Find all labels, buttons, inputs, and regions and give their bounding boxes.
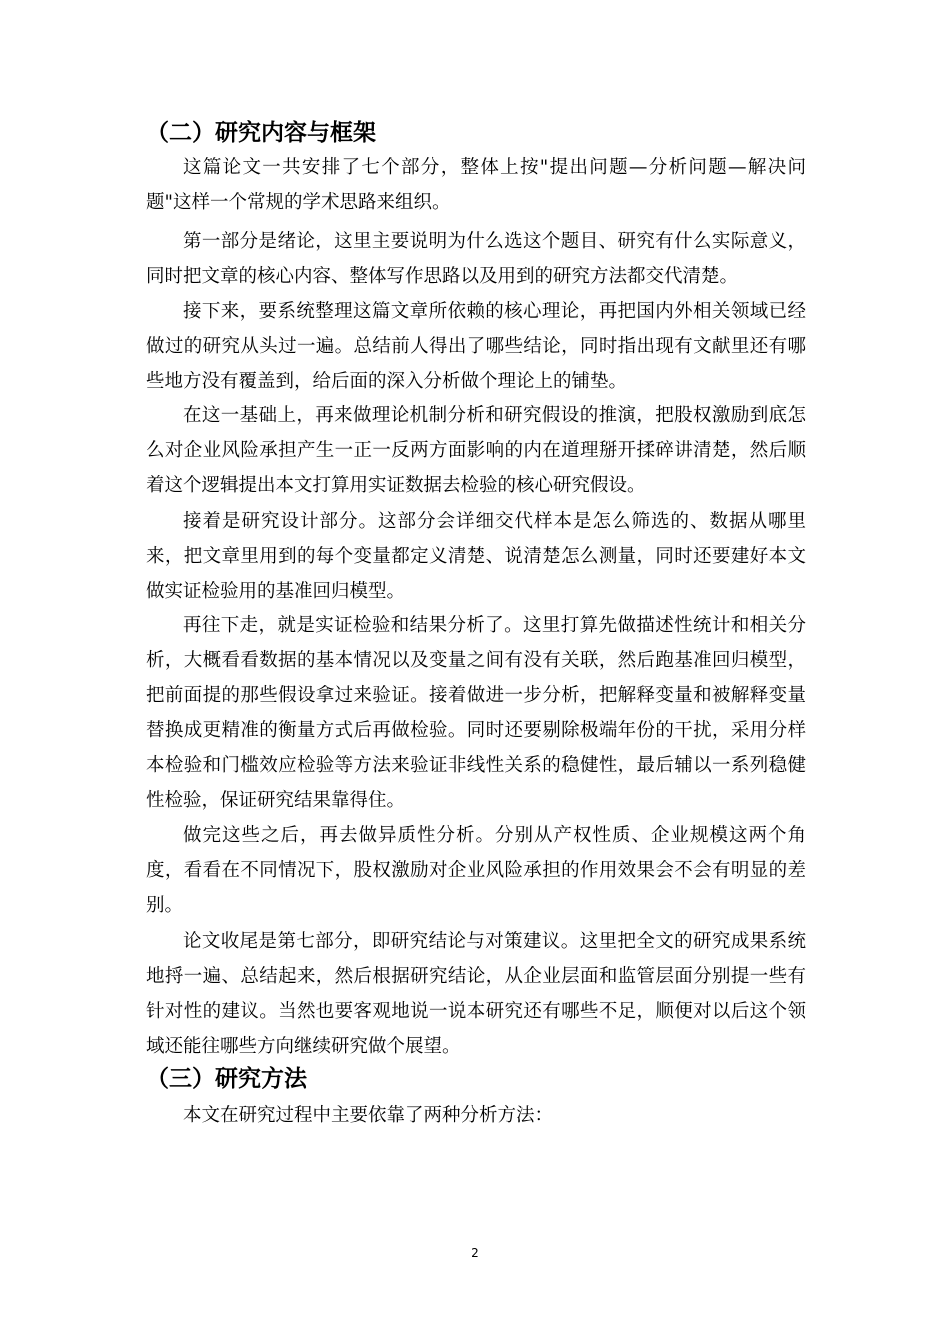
page-number: 2 bbox=[471, 1246, 479, 1260]
paragraph-hypothesis: 在这一基础上，再来做理论机制分析和研究假设的推演，把股权激励到底怎么对企业风险承担产生一正一反两方面影响的内在道理掰开揉碎讲清楚，然后顺着这个逻辑提出本文打算用实证数据去检验的核心研究假设。 bbox=[146, 405, 806, 496]
paragraph-empirical-analysis: 再往下走，就是实证检验和结果分析了。这里打算先做描述性统计和相关分析，大概看看数据的基本情况以及变量之间有没有关联，然后跑基准回归模型，把前面提的那些假设拿过来验证。接着做进一步分析，把解释变量和被解释变量替换成更精准的衡量方式后再做检验。同时还要剔除极端年份的干扰，采用分样本检验和门槛效应检验等方法来验证非线性关系的稳健性，最后辅以一系列稳健性检验，保证研究结果靠得住。 bbox=[146, 615, 806, 811]
paragraph-conclusion: 论文收尾是第七部分，即研究结论与对策建议。这里把全文的研究成果系统地捋一遍、总结起来，然后根据研究结论，从企业层面和监管层面分别提一些有针对性的建议。当然也要客观地说一说本研究还有哪些不足，顺便对以后这个领域还能往哪些方向继续研究做个展望。 bbox=[146, 931, 806, 1057]
paragraph-theory-review: 接下来，要系统整理这篇文章所依赖的核心理论，再把国内外相关领域已经做过的研究从头过一遍。总结前人得出了哪些结论，同时指出现有文献里还有哪些地方没有覆盖到，给后面的深入分析做个理论上的铺垫。 bbox=[146, 301, 806, 392]
paragraph-research-design: 接着是研究设计部分。这部分会详细交代样本是怎么筛选的、数据从哪里来，把文章里用到的每个变量都定义清楚、说清楚怎么测量，同时还要建好本文做实证检验用的基准回归模型。 bbox=[146, 511, 806, 602]
paragraph-methods-intro: 本文在研究过程中主要依靠了两种分析方法： bbox=[183, 1105, 554, 1126]
paragraph-heterogeneity: 做完这些之后，再去做异质性分析。分别从产权性质、企业规模这两个角度，看看在不同情况下，股权激励对企业风险承担的作用效果会不会有明显的差别。 bbox=[146, 825, 806, 916]
paragraph-overview: 这篇论文一共安排了七个部分，整体上按"提出问题—分析问题—解决问题"这样一个常规的学术思路来组织。 bbox=[146, 157, 806, 213]
paragraph-part-one: 第一部分是绪论，这里主要说明为什么选这个题目、研究有什么实际意义，同时把文章的核心内容、整体写作思路以及用到的研究方法都交代清楚。 bbox=[146, 231, 806, 287]
section-heading-research-methods: （三）研究方法 bbox=[146, 1066, 307, 1092]
section-heading-research-content: （二）研究内容与框架 bbox=[146, 120, 376, 146]
